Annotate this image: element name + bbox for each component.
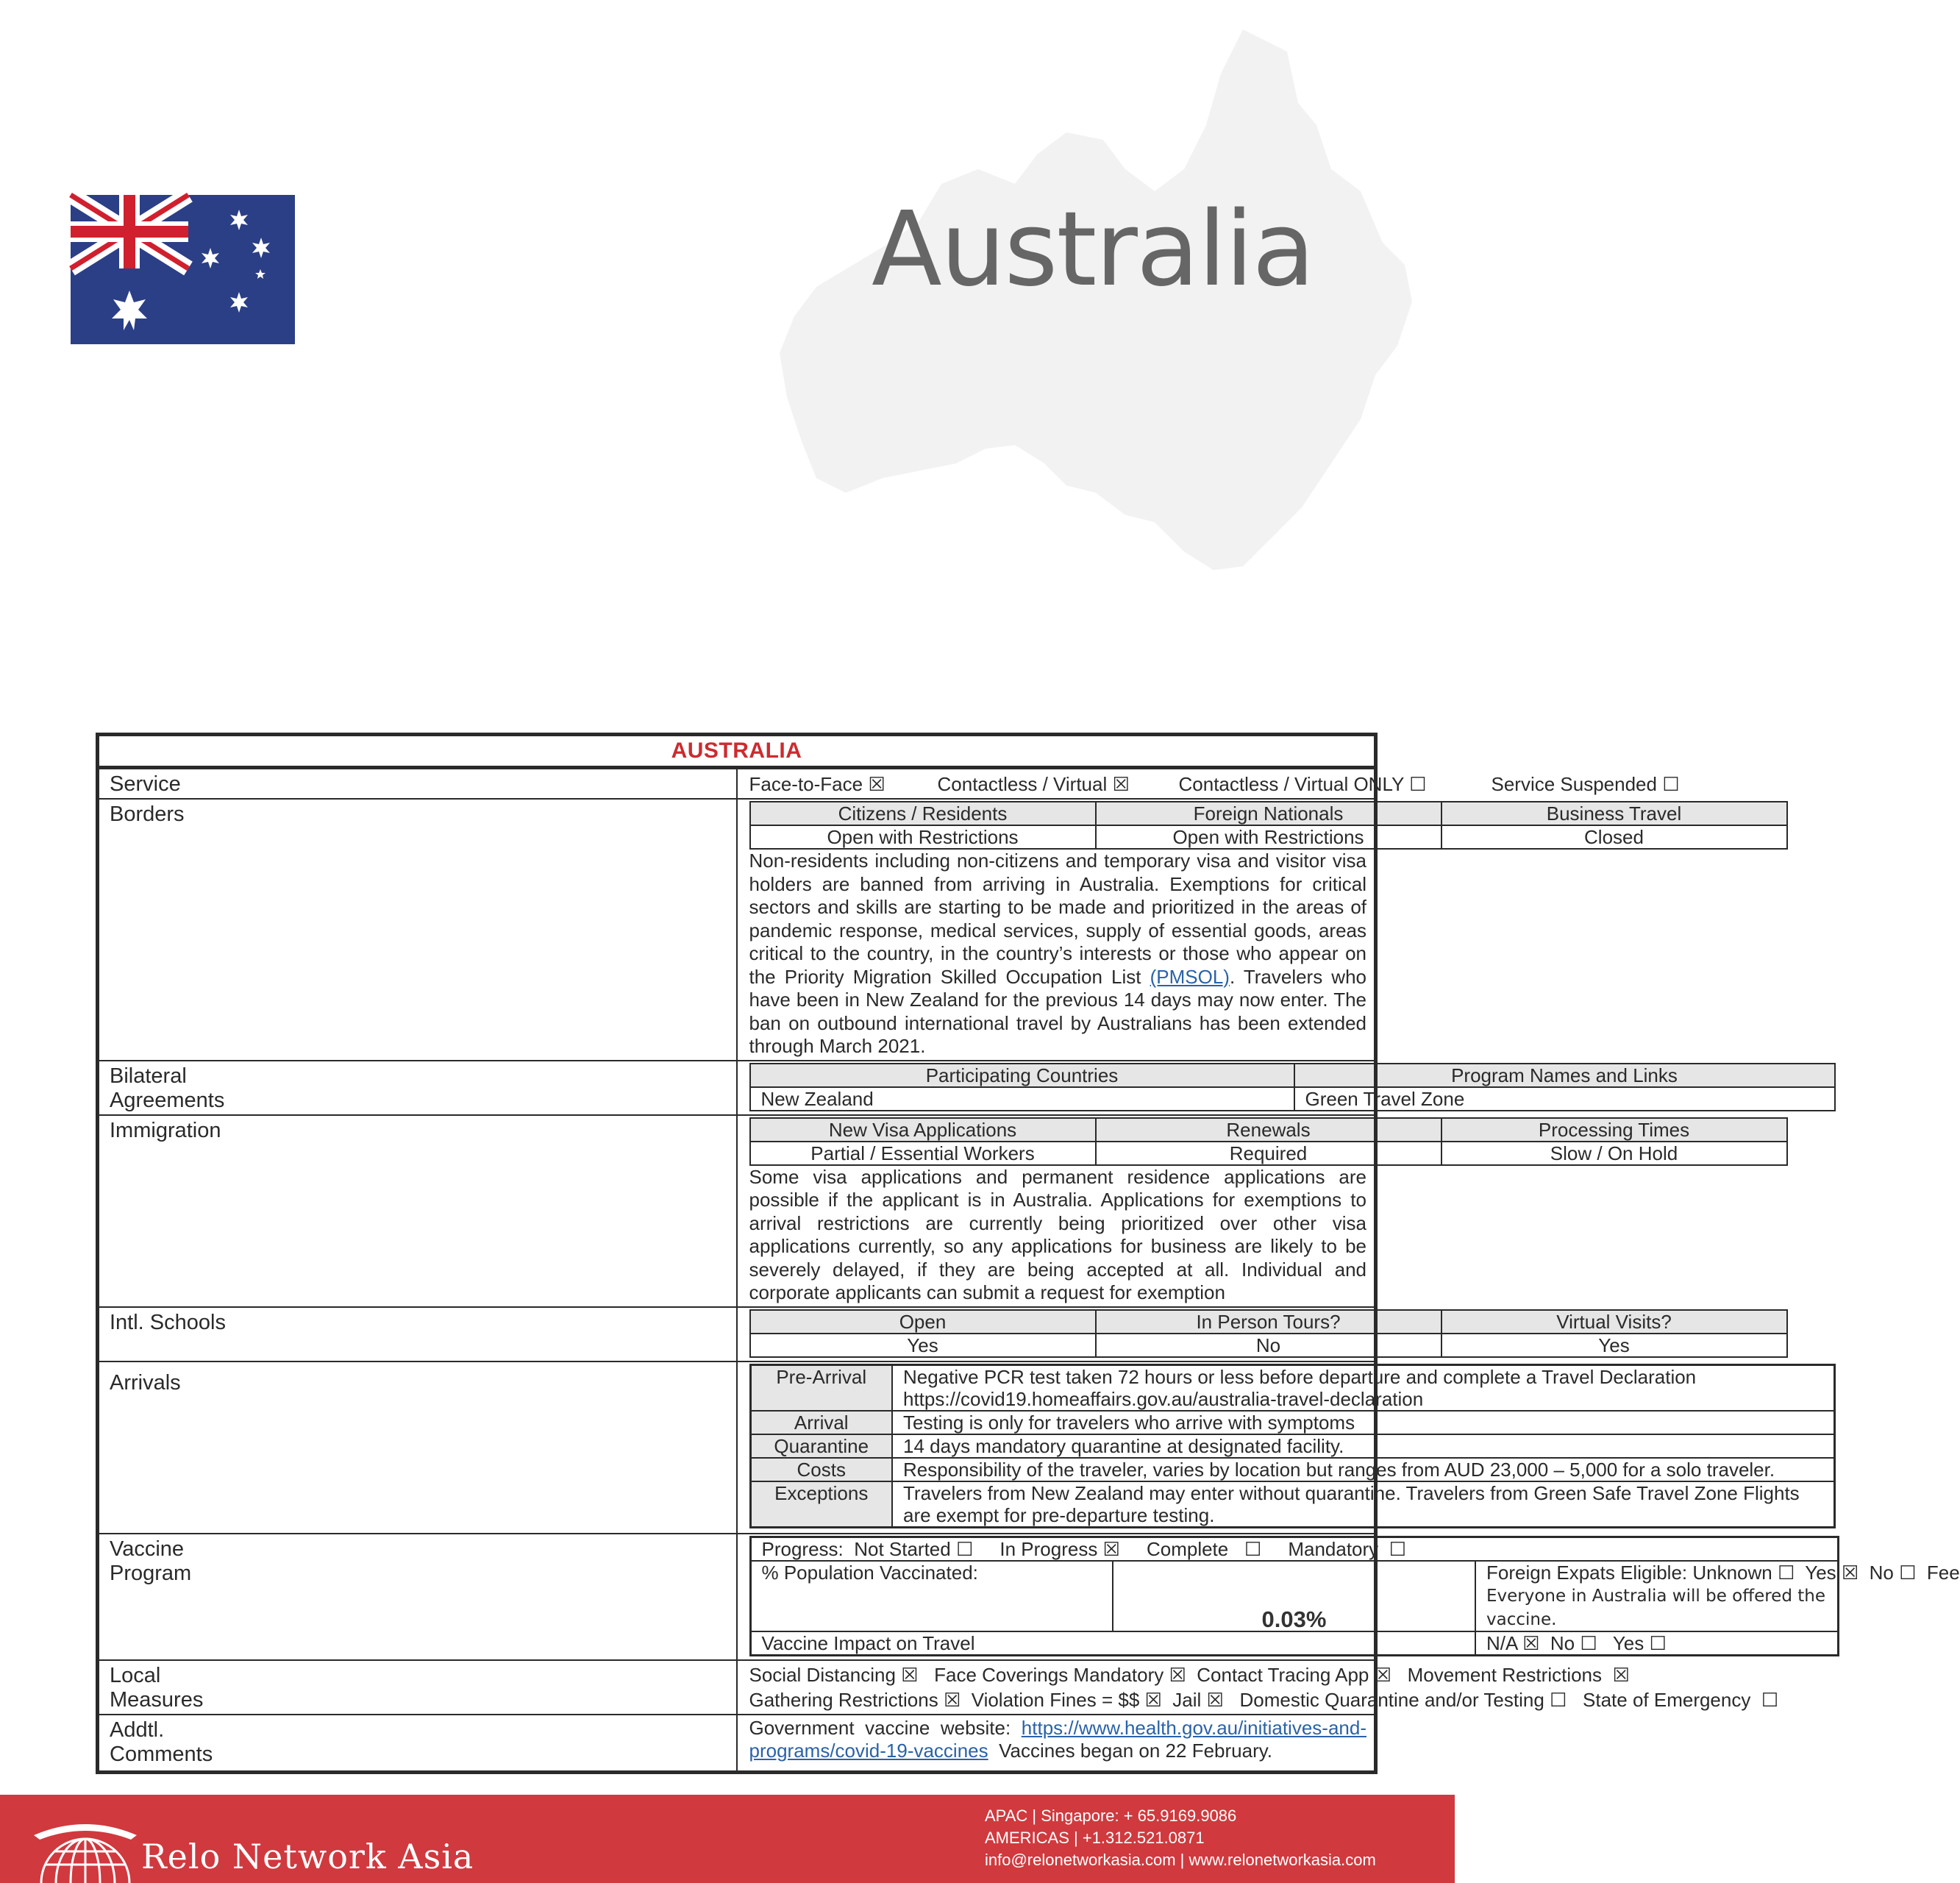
schools-value-open: Yes: [750, 1334, 1096, 1357]
schools-table: [749, 1309, 1788, 1358]
table-banner: AUSTRALIA: [98, 735, 1376, 768]
arrivals-row: [98, 1361, 1376, 1534]
local-row: [98, 1660, 1376, 1715]
schools-header-open: Open: [750, 1310, 1096, 1334]
comments-content: [737, 1715, 1376, 1773]
vaccine-row: [98, 1534, 1376, 1660]
immigration-value-renewals: Required: [1096, 1142, 1442, 1165]
schools-value-tours: No: [1096, 1334, 1442, 1357]
arrivals-value: 14 days mandatory quarantine at designated facility.: [892, 1434, 1834, 1458]
immigration-value-new: Partial / Essential Workers: [750, 1142, 1096, 1165]
local-content: [737, 1660, 1779, 1715]
borders-value-business: Closed: [1442, 825, 1787, 849]
bilateral-row: [98, 1061, 1376, 1115]
borders-description: [749, 850, 1367, 1058]
bilateral-program: Green Travel Zone: [1294, 1087, 1835, 1111]
vaccine-table: [749, 1536, 1960, 1656]
borders-header-citizens: Citizens / Residents: [750, 802, 1096, 825]
comments-row: [98, 1715, 1376, 1773]
schools-header-tours: In Person Tours?: [1096, 1310, 1442, 1334]
contact-americas: AMERICAS | +1.312.521.0871: [985, 1829, 1205, 1847]
arrivals-key: Pre-Arrival: [750, 1364, 892, 1411]
arrivals-table: [749, 1364, 1836, 1528]
bilateral-header-countries: Participating Countries: [750, 1064, 1294, 1087]
vaccine-content: [737, 1534, 1960, 1660]
bilateral-label: Bilateral Agreements: [98, 1061, 737, 1115]
contact-apac: APAC | Singapore: + 65.9169.9086: [985, 1807, 1237, 1825]
bilateral-country: New Zealand: [750, 1087, 1294, 1111]
bilateral-header-programs: Program Names and Links: [1294, 1064, 1835, 1087]
service-options: [737, 768, 1680, 800]
arrivals-value: Negative PCR test taken 72 hours or less before departure and complete a Travel Declaration https://covid19.homeaffairs.gov.au/australia-travel-declaration: [892, 1364, 1834, 1411]
bilateral-content: [737, 1061, 1678, 1115]
schools-row: [98, 1307, 1376, 1361]
contact-email-web: info@relonetworkasia.com | www.relonetworkasia.com: [985, 1851, 1376, 1869]
borders-content: [737, 799, 1682, 1061]
service-contactless: Contactless / Virtual ☒: [937, 773, 1130, 795]
vaccine-population-label: % Population Vaccinated:: [750, 1561, 1113, 1631]
country-info-table: [96, 733, 1960, 1774]
australian-flag: [71, 195, 295, 344]
pmsol-link[interactable]: (PMSOL): [1150, 965, 1230, 988]
service-row: [98, 768, 1376, 800]
page-title: Australia: [872, 190, 1314, 310]
service-contactless-only: Contactless / Virtual ONLY ☐: [1178, 773, 1427, 795]
arrivals-label: Arrivals: [98, 1361, 737, 1534]
borders-text-cont: . Travelers who have been in New Zealand for the previous 14 days may now enter. The ban on outbound international travel by Australians has been extended through March 2021.: [749, 965, 1366, 1057]
footer-contact: [985, 1805, 1376, 1871]
vaccine-impact-value: N/A ☒ No ☐ Yes ☐: [1475, 1631, 1838, 1656]
arrivals-key: Exceptions: [750, 1481, 892, 1528]
schools-label: Intl. Schools: [98, 1307, 737, 1361]
arrivals-key: Quarantine: [750, 1434, 892, 1458]
arrivals-value: Testing is only for travelers who arrive with symptoms: [892, 1411, 1834, 1434]
vaccine-impact-label: Vaccine Impact on Travel: [750, 1631, 1475, 1656]
immigration-header-new: New Visa Applications: [750, 1118, 1096, 1142]
immigration-header-renewals: Renewals: [1096, 1118, 1442, 1142]
service-label: Service: [98, 768, 737, 800]
bilateral-table: [749, 1063, 1836, 1111]
immigration-row: [98, 1115, 1376, 1307]
borders-row: [98, 799, 1376, 1061]
borders-label: Borders: [98, 799, 737, 1061]
borders-value-foreign: Open with Restrictions: [1096, 825, 1442, 849]
local-measures-line1: Social Distancing ☒ Face Coverings Mandatory ☒ Contact Tracing App ☒ Movement Restrictions ☒: [749, 1663, 1630, 1686]
borders-value-citizens: Open with Restrictions: [750, 825, 1096, 849]
schools-value-virtual: Yes: [1442, 1334, 1787, 1357]
schools-header-virtual: Virtual Visits?: [1442, 1310, 1787, 1334]
immigration-description: Some visa applications and permanent residence applications are possible if the applicant is in Australia. Applications for exemptions to arrival restrictions are currently being prioritized over other visa applications currently, so any applications for business are likely to be severely delayed, if they are being accepted at all. Individual and corporate applicants can submit a request for exemption: [749, 1165, 1366, 1303]
immigration-content: [737, 1115, 1690, 1307]
comments-text: Government vaccine website: https://www.health.gov.au/initiatives-and-programs/covid-19-vaccines Vaccines began on 22 February.: [749, 1716, 1366, 1762]
vaccine-population-value: 0.03%: [1113, 1561, 1475, 1631]
vaccine-expats: Foreign Expats Eligible: Unknown ☐ Yes ☒ No ☐ Fee Everyone in Australia will be offered the vaccine.: [1475, 1561, 1838, 1631]
immigration-table: [749, 1117, 1788, 1166]
arrivals-value: Travelers from New Zealand may enter without quarantine. Travelers from Green Safe Travel Zone Flights are exempt for pre-departure testing.: [892, 1481, 1834, 1528]
service-face-to-face: Face-to-Face ☒: [749, 773, 885, 795]
arrivals-value: Responsibility of the traveler, varies by location but ranges from AUD 23,000 – 5,000 for a solo traveler.: [892, 1458, 1834, 1481]
local-measures-line2: Gathering Restrictions ☒ Violation Fines = $$ ☒ Jail ☒ Domestic Quarantine and/or Testing ☐ State of Emergency ☐: [749, 1688, 1779, 1711]
borders-header-business: Business Travel: [1442, 802, 1787, 825]
borders-text: Non-residents including non-citizens and temporary visa and visitor visa holders are banned from arriving in Australia. Exemptions for critical sectors and skills are starting to be made and prioritized in the areas of pandemic response, medical services, supply of essential goods, areas critical to the country, in the country’s interests or those who appear on the Priority Migration Skilled Occupation List: [749, 850, 1366, 988]
immigration-header-processing: Processing Times: [1442, 1118, 1787, 1142]
vaccine-website-link[interactable]: https://www.health.gov.au/initiatives-and-programs/covid-19-vaccines: [749, 1716, 1366, 1762]
immigration-value-processing: Slow / On Hold: [1442, 1142, 1787, 1165]
brand-name: Relo Network Asia: [141, 1837, 474, 1876]
arrivals-key: Costs: [750, 1458, 892, 1481]
arrivals-key: Arrival: [750, 1411, 892, 1434]
vaccine-progress: Progress: Not Started ☐ In Progress ☒ Complete ☐ Mandatory ☐: [750, 1537, 1838, 1561]
arrivals-content: [737, 1361, 1800, 1534]
local-label: Local Measures: [98, 1660, 737, 1715]
comments-label: Addtl. Comments: [98, 1715, 737, 1773]
borders-header-foreign: Foreign Nationals: [1096, 802, 1442, 825]
vaccine-label: Vaccine Program: [98, 1534, 737, 1660]
schools-content: [737, 1307, 1672, 1361]
service-suspended: Service Suspended ☐: [1491, 773, 1680, 795]
borders-status-table: [749, 801, 1788, 850]
immigration-label: Immigration: [98, 1115, 737, 1307]
globe-logo-icon: [34, 1806, 137, 1883]
